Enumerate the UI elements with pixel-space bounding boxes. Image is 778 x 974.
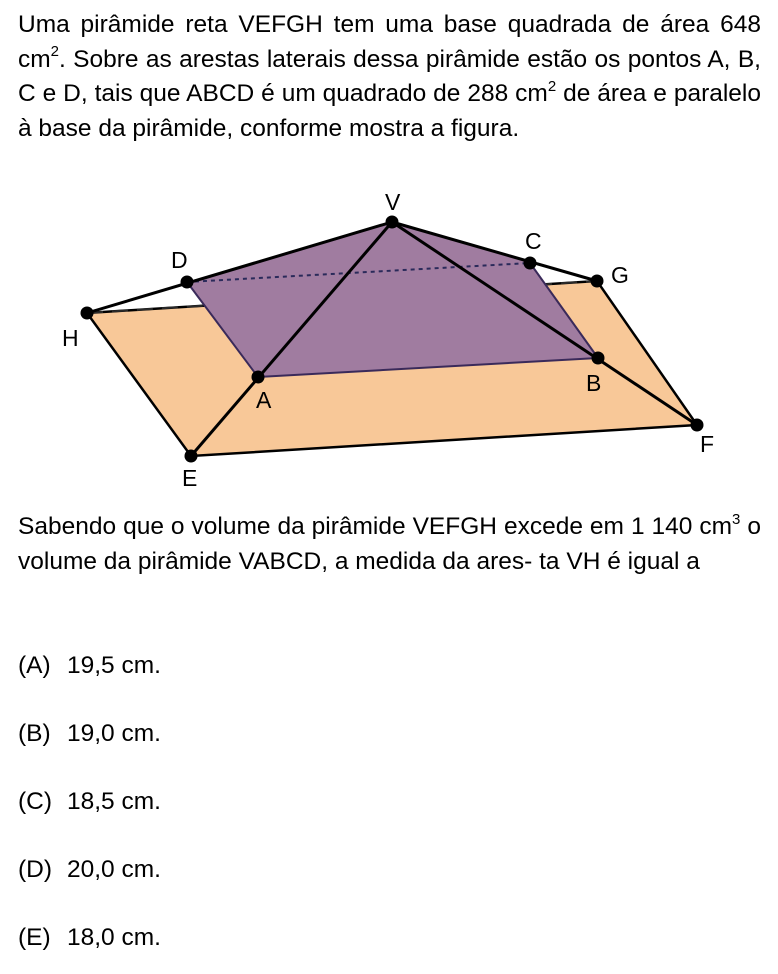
option-c[interactable] [18,787,161,817]
intro-line-5: mostra a figura. [348,114,520,142]
intro-exponent-1: 2 [50,43,60,61]
label-a: A [256,387,272,413]
question-line-1: Sabendo que o volume da pirâmide VEFGH excede em [18,513,624,540]
intro-line-2a: 648 cm [18,11,761,73]
question-statement [18,510,761,579]
option-letter: (B) [18,720,51,747]
question-exponent: 3 [732,510,741,528]
option-letter: (E) [18,924,51,951]
intro-line-4b: de área e paralelo à base da pirâmide, conforme [18,80,761,142]
question-line-2b: o volume da pirâmide VABCD, a medida da ares- [18,513,761,575]
option-a[interactable] [18,651,161,681]
vertex-e [185,450,198,463]
label-g: G [611,262,629,288]
question-line-2a: 1 140 cm [630,513,733,540]
option-letter: (D) [18,856,53,883]
vertex-g [591,275,604,288]
vertex-a [252,371,265,384]
question-line-3: ta VH é igual a [539,547,700,575]
intro-line-1: Uma pirâmide reta VEFGH tem uma base quadrada de área [18,11,710,38]
label-d: D [171,247,188,273]
label-f: F [700,431,715,457]
option-letter: (A) [18,652,51,679]
label-h: H [62,325,79,351]
vertex-h [81,307,94,320]
option-e[interactable] [18,923,161,953]
label-b: B [586,370,602,396]
option-text: 20,0 cm. [67,856,161,883]
option-b[interactable] [18,719,161,749]
option-text: 18,5 cm. [67,788,161,815]
label-c: C [525,228,542,254]
option-d[interactable] [18,855,161,885]
intro-line-3: os pontos A, B, C e D, tais que ABCD é um quadrado de [18,45,761,107]
vertex-f [691,419,704,432]
intro-line-4a: 288 cm [467,80,548,107]
vertex-d [181,276,194,289]
vertex-b [592,352,605,365]
option-letter: (C) [18,788,53,815]
intro-line-2b: . Sobre as arestas laterais dessa pirâmide estão [59,45,588,73]
label-v: V [385,189,401,215]
vertex-c [524,257,537,270]
option-text: 18,0 cm. [67,924,161,951]
label-e: E [182,465,198,491]
vertex-v [386,216,399,229]
intro-exponent-2: 2 [547,77,557,95]
option-text: 19,5 cm. [67,652,161,679]
option-text: 19,0 cm. [67,720,161,747]
